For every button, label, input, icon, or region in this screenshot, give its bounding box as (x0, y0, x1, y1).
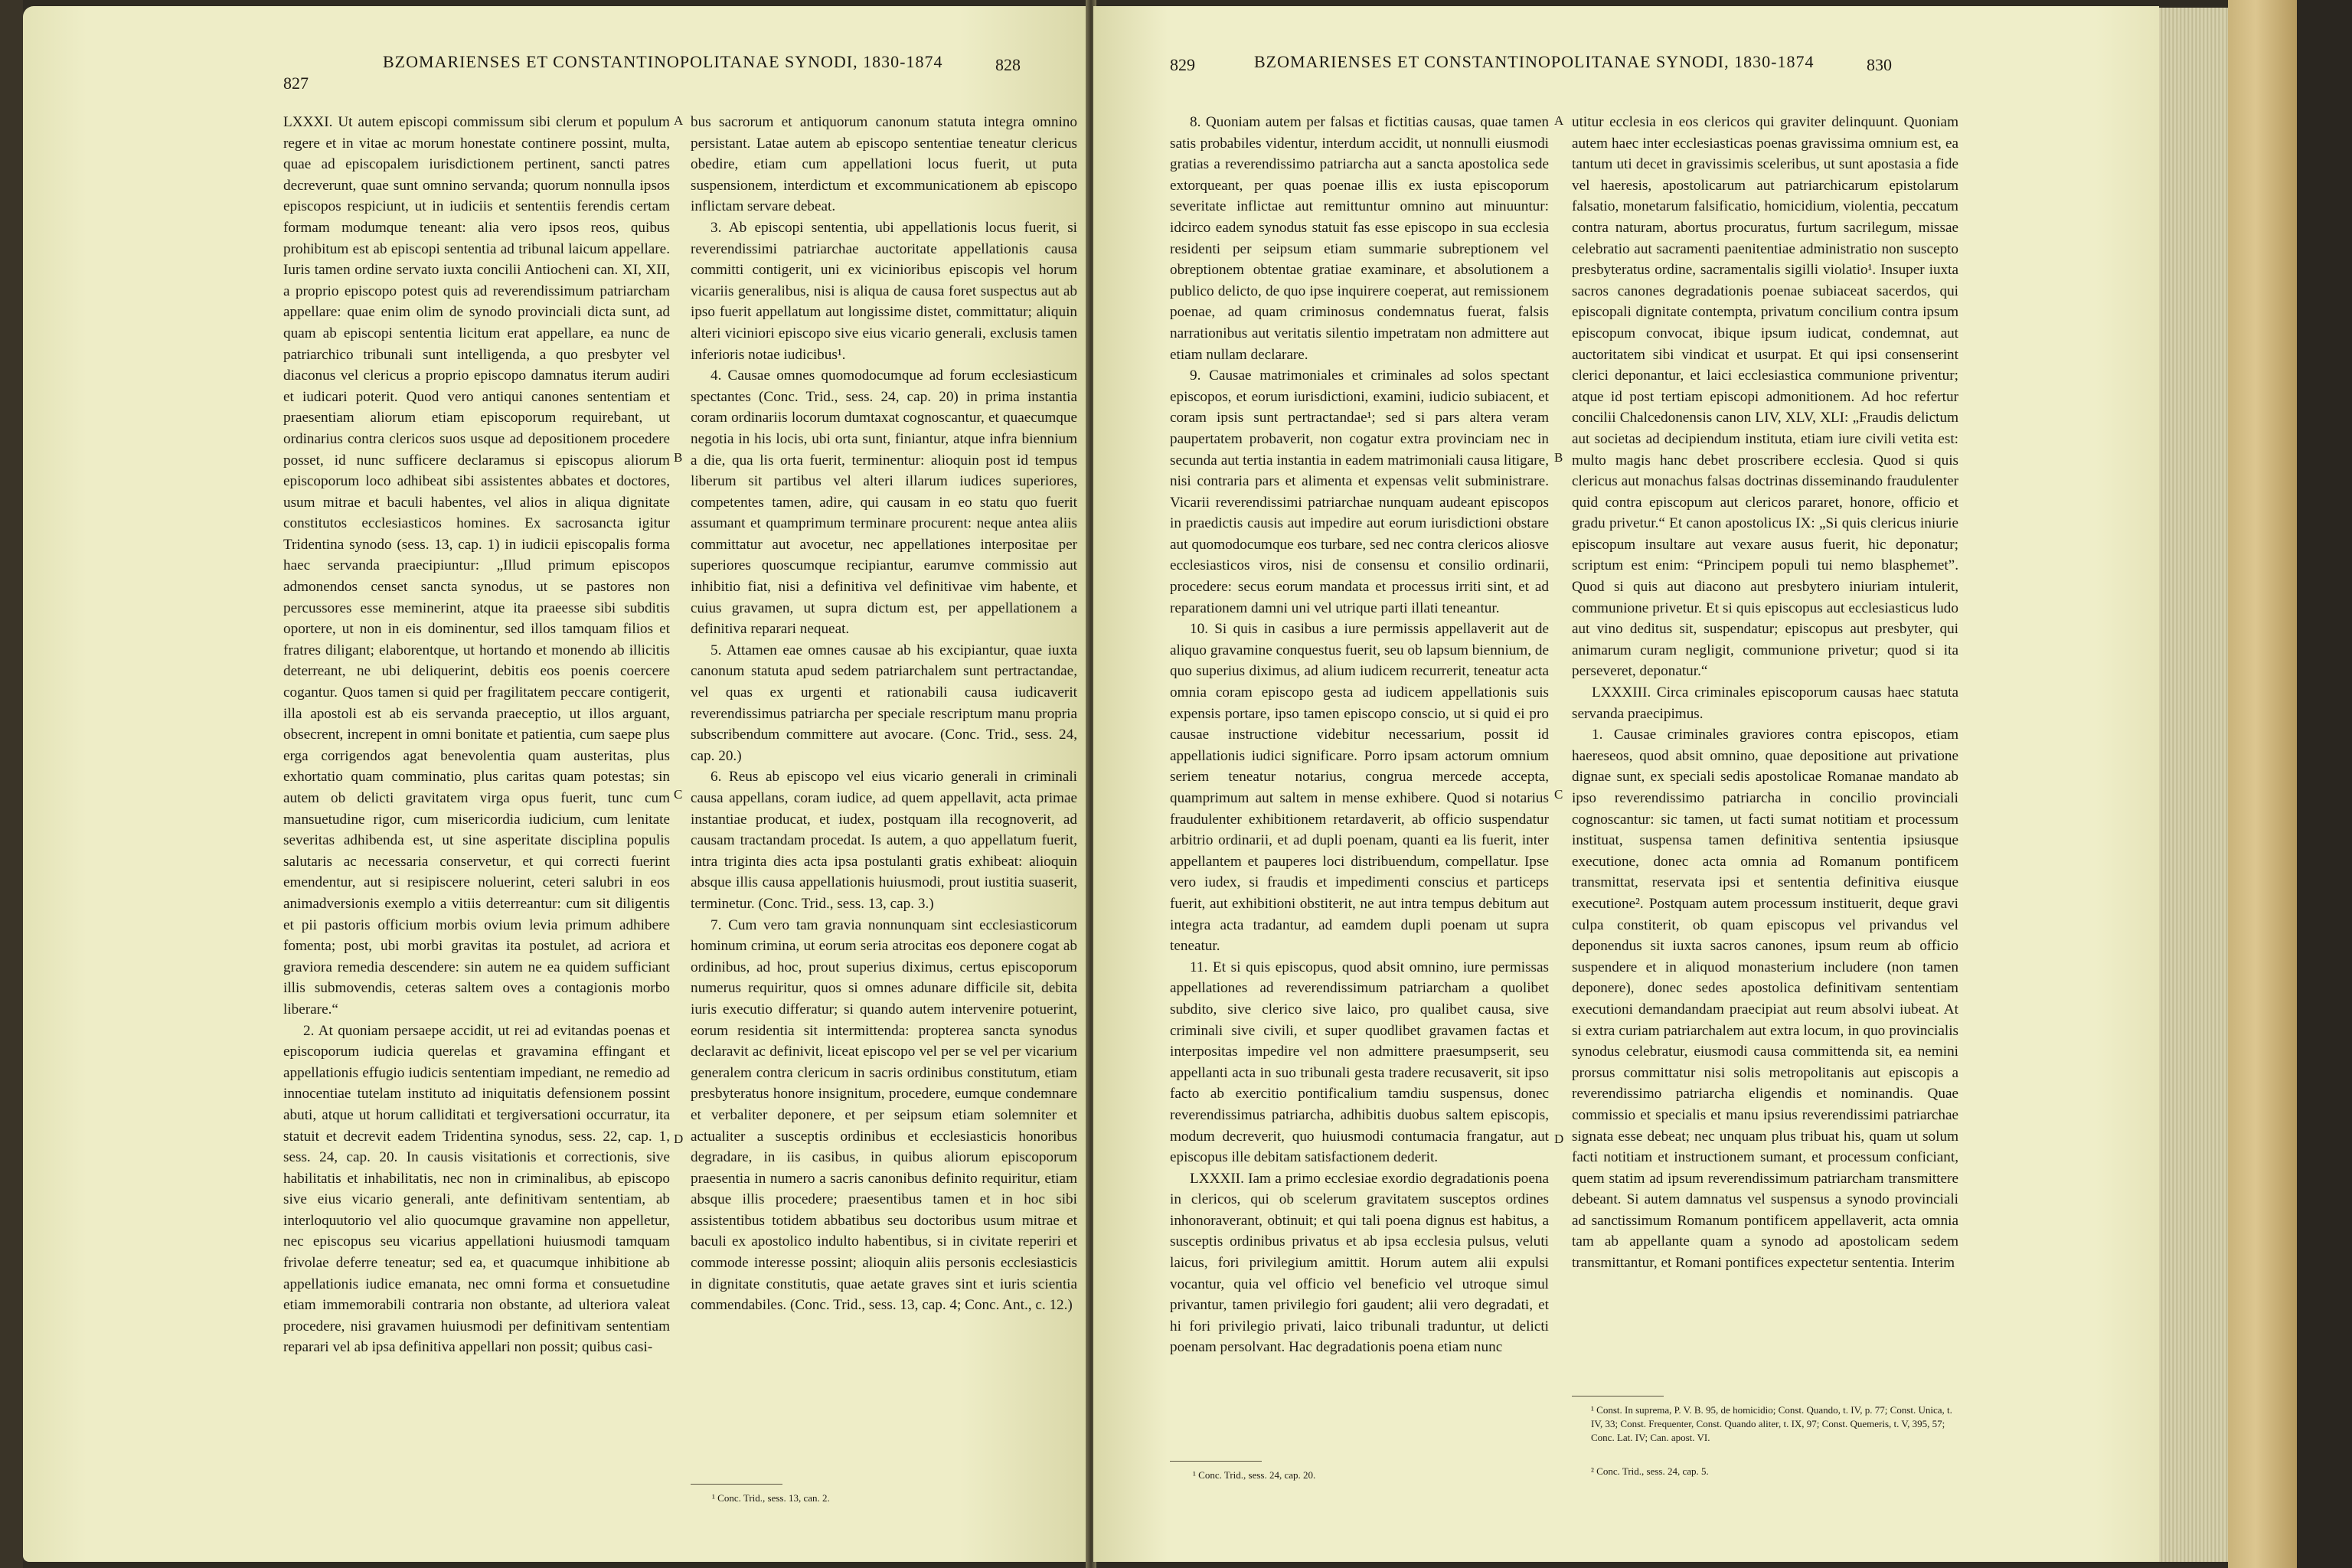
page-fore-edge (2159, 8, 2228, 1562)
paragraph-828-1: bus sacrorum et antiquorum canonum statuta integra omnino persistant. Latae autem ab episcopo sententiae teneatur clericus obedire, etiam cum appellationi locus fuerit, ut puta suspensionem, interdictum et excommunicationem ab episcopo inflictam servare debeat. (691, 114, 1077, 215)
running-title-right: BZOMARIENSES ET CONSTANTINOPOLITANAE SYNODI, 1830-1874 (1254, 52, 1815, 71)
paragraph-828-7: 7. Cum vero tam gravia nonnunquam sint ecclesiasticorum hominum crimina, ut eorum seria atrocitas eos deponere cogat ab ordinibus, ad hoc, prout superius diximus, certus episcoporum numerus requiritur, quos si omnes adunare difficile sit, debita iuris executio differatur; si quando autem intervenire potuerint, eorum residentia sit intermittenda: propterea sancta synodus declaravit ac definivit, liceat episcopo vel per se vel per vicarium generalem contra clericum in sacris ordinibus constitutum, etiam presbyteratus honore insignitum, procedere, eumque condemnare et verbaliter deponere, et per seipsum etiam solemniter et actualiter a susceptis ordinibus et ecclesiasticis honoribus degradare, in iis casibus, in quibus aliorum episcoporum praesentia in numero a sacris canonibus definito requiritur, etiam absque illis procedere; praesentibus tamen et in hoc sibi assistentibus totidem abbatibus seu doctoribus usum mitrae et baculi ex apostolico indulto habentibus, si in civitate reperiri et commode interesse possint; alioquin aliis personis ecclesiasticis in dignitate constitutis, quae aetate graves sint et iuris scientia commendabiles. (Conc. Trid., sess. 13, cap. 4; Conc. Ant., c. 12.) (691, 916, 1077, 1314)
margin-letter-c-right: C (1554, 787, 1563, 802)
column-828 (691, 112, 1077, 1316)
page-number-829: 829 (1170, 55, 1195, 74)
paragraph-830-1: utitur ecclesia in eos clericos qui graviter delinquunt. Quoniam autem haec inter ecclesiasticas poenas gravissima omnium est, ea tantum uti decet in gravissimis sceleribus, ut sunt apostasia a fide vel haeresis, apostolicarum aut patriarchicarum epistolarum falsatio, monetarum falsificatio, homicidium, violentia, peccatum contra naturam, abortus procuratus, furtum sacrilegum, missae celebratio aut sacramenti paenitentiae administratio non suscepto presbyteratus ordine, sacramentalis sigilli violatio¹. Insuper iuxta sacros canones degradationis poenae subiaceat sacerdos, qui episcopali dignitate contempta, privatum concilium contra ipsum episcopum convocat, ibique ipsum iudicat, condemnat, aut auctoritatem sibi vindicat et usurpat. Et qui ipsi consenserint clerici deponantur, et laici ecclesiastica communione priventur; atque id post tertiam episcopi admonitionem. Ad hoc refertur concilii Chalcedonensis canon LIV, XLV, XLI: „Fraudis delictum aut societas ad decipiendum instituta, etiam iure civili vetita est: multo magis hanc debet proscribere ecclesia. Quod si quis clericus aut monachus falsas doctrinas disseminando fraudulenter quid contra episcopum aut clericos pararet, honore, officio et gradu privetur.“ Et canon apostolicus IX: „Si quis clericus iniurie episcopum insultare aut vexare ausus fuerit, hic deponatur; scriptum est enim: “Principem populi tui nemo blasphemet”. Quod si quis aut diacono aut presbytero iniuriam intulerit, communione privetur. Et si quis episcopus aut ecclesiasticus ludo aut vino deditus sit, suspendatur; episcopus aut presbyter, qui animarum curam negligit, communione privetur; quod si ita perseveret, deponatur.“ (1572, 114, 1958, 680)
paragraph-830-3: 1. Causae criminales graviores contra episcopos, etiam haereseos, quod absit omnino, quae depositione aut privatione dignae sunt, ex speciali sedis apostolicae Romanae mandato ab ipso reverendissimo patriarcha in concilio provinciali cognoscantur: sic tamen, ut facti sumat notitiam et processum instituat, suspensa tamen definitiva sententia ipsiusque executione, donec acta omnia ad Romanum pontificem transmittat, reservata ipsi et sententia definitiva eiusque executione². Postquam autem processum instituerit, deque gravi culpa constiterit, ob quam episcopus vel privandus vel deponendus sit iuxta sacros canones, ipsum reum ab officio suspendere et in aliquod monasterium includere (non tamen deponere), donec sedes apostolica definitivam sententiam executioni demandandam praecipiat aut reum absolvi iubeat. At si extra curiam patriarchalem aut extra locum, in quo provincialis synodus celebratur, eiusmodi causa committenda sit, ea nemini prorsus committatur nisi solis metropolitanis aut episcopis a reverendissimo patriarcha eligendis et nominandis. Quae commissio et specialis et manu ipsius reverendissimi patriarchae signata esse debeat; nec unquam plus tribuat his, quam ut solum facti notitiam et instructionem sumant, et processum conficiant, quem statim ad ipsum reverendissimum patriarcham transmittere debeant. Si autem damnatus vel suspensus a synodo provinciali ad sanctissimum Romanum pontificem appellaverit, acta omnia tam ab appellante quam a synodo ad apostolicam sedem transmittantur, et Romani pontifices expectetur sententia. Interim (1572, 727, 1958, 1272)
book-spine-left (0, 0, 23, 1568)
footnote-830-2: ² Conc. Trid., sess. 24, cap. 5. (1591, 1465, 1709, 1477)
right-page (1093, 6, 2159, 1562)
paragraph-lxxxii: LXXXII. Iam a primo ecclesiae exordio degradationis poena in clericos, qui ob scelerum gravitatem susceptos ordines inhonoraverant, obtinuit; et qui tali poena dignus est habitus, a susceptis ordinibus privatus et ab ipsa ecclesia pulsus, veluti laicus, fori privilegium amittit. Horum autem alii expulsi vocantur, quia vel officio vel beneficio vel utroque simul privantur, tamen privilegio fori gaudent; alii vero degradati, et hi fori privilegio privati, laico tribunali traduntur, ut delicti poenam persolvant. Hac degradationis poena etiam nunc (1170, 1170, 1549, 1356)
footnote-829: ¹ Conc. Trid., sess. 24, cap. 20. (1193, 1469, 1316, 1481)
page-number-827: 827 (283, 74, 309, 93)
margin-letter-a: A (674, 113, 684, 128)
paragraph-828-3: 3. Ab episcopi sententia, ubi appellationis locus fuerit, si reverendissimi patriarchae auctoritate appellationis causa committi contigerit, uni ex vicinioribus episcopis vel horum vicariis generalibus, nisi is aliqua de causa foret suspectus aut ab ipso fuerit appellatum aut longissime distet, committatur; aliquin alteri viciniori episcopo sive eius vicario generali, exclusis tamen inferioris notae iudicibus¹. (691, 219, 1077, 363)
footnote-830-1: ¹ Const. In suprema, P. V. B. 95, de homicidio; Const. Quando, t. IV, p. 77; Const. Unica, t. IV, 33; Const. Frequenter, Const. Quando aliter, t. IX, 97; Const. Quemeris, t. V, 395, 57; Conc. Lat. IV; Can. apost. VI. (1591, 1404, 1952, 1443)
paragraph-829-8: 8. Quoniam autem per falsas et fictitias causas, quae tamen satis probabiles videntur, interdum accidit, ut nonnulli eiusmodi gratias a reverendissimo patriarcha aut a sancta apostolica sede extorqueant, per quas poenae illis ex iusta episcoporum severitate inflictae aut remittuntur omnino aut minuuntur: idcirco eadem synodus statuit fas esse episcopo in sua ecclesia residenti per seipsum etiam summarie subreptionem vel obreptionem obtentae gratiae examinare, et absolutionem a publico delicto, de quo ipse inquirere coeperat, aut remissionem poenae, ad quam criminosus condemnatus fuerat, falsis narrationibus aut veritatis silentio impetratam non admittere aut etiam nullam declarare. (1170, 114, 1549, 363)
paragraph-829-11: 11. Et si quis episcopus, quod absit omnino, iure permissas appellationes ad reverendissimum patriarcham a quolibet subdito, sive clerico sive laico, pro qualibet causa, sive criminali sive civili, et super quodlibet gravamen factas et interpositas impedire vel non admittere praesumpserit, seu appellanti acta in suo tribunali gesta tradere recusaverit, sit ipso facto ab exercitio pontificalium tamdiu suspensus, donec reverendissimus patriarcha, adhibitis duobus saltem episcopis, modum decreverit, quo huiusmodi contumacia frangatur, aut episcopus ille debitam satisfactionem dederit. (1170, 959, 1549, 1166)
paragraph-829-9: 9. Causae matrimoniales et criminales ad solos spectant episcopos, et eorum iurisdictioni, examini, iudicio subiacent, et coram ipsis sunt pertractandae¹; sed si pars altera veram paupertatem probaverit, non cogatur extra provinciam nec in secunda aut tertia instantia in eadem matrimoniali causa litigare, nisi contraria pars et alimenta et expensas velit subministrare. Vicarii reverendissimi patriarchae nunquam audeant episcopos in praedictis causis aut impedire aut eorum iurisdictioni obstare aut quomodocumque eos turbare, sed nec contra clericos aliosve ecclesiasticos viros, nisi de consensu et consilio ordinarii, procedere: secus eorum mandata et processus irriti sint, et ad reparationem damni uni vel utrique parti illati teneantur. (1170, 368, 1549, 616)
column-827 (283, 112, 670, 1358)
footnote-rule-829 (1170, 1461, 1262, 1462)
paragraph-829-10: 10. Si quis in casibus a iure permissis appellaverit aut de aliquo gravamine conquestus fuerit, seu ob lapsum biennium, de quo superius diximus, ad alium iudicem recurrerit, teneatur acta omnia coram episcopo gesta ad iudicem appellationis suis expensis portare, ipso tamen episcopo conscio, ut si quid ei pro causae instructione videbitur necessarium, possit id appellationis iudici significare. Porro ipsam actorum omnium seriem teneatur notarius, congrua mercede accepta, quamprimum aut saltem in mense exhibere. Quod si notarius fraudulenter exhibitionem retardaverit, ab officio suspendatur arbitrio ordinarii, et ad dupli poenam, quanti ea lis fuerit, inter appellantem et pauperes loci distribuendum, compellatur. Ipse vero iudex, si fraudis et impedimenti conscius et particeps fuerit, aut exhibitioni obstiterit, ne aut intra tempus debitum aut integra acta tradantur, ad eamdem dupli poenam ut supra teneatur. (1170, 621, 1549, 955)
margin-letter-b-right: B (1554, 450, 1563, 465)
footnote-828: ¹ Conc. Trid., sess. 13, can. 2. (712, 1492, 830, 1504)
background-right (2297, 0, 2352, 1568)
paragraph-828-6: 6. Reus ab episcopo vel eius vicario generali in criminali causa appellans, coram iudice, ad quem appellavit, acta primae instantiae producat, et iudex, postquam illa recognoverit, ad causam tractandam procedat. Is autem, a quo appellatum fuerit, intra triginta dies acta ipsa postulanti gratis exhibeat: alioquin absque illis causa appellationis huiusmodi, prout iustitia suaserit, terminetur. (Conc. Trid., sess. 13, cap. 3.) (691, 769, 1077, 912)
paragraph-828-4: 4. Causae omnes quomodocumque ad forum ecclesiasticum spectantes (Conc. Trid., sess. 24, cap. 20) in prima instantia coram ordinariis locorum dumtaxat cognoscantur, et quaecumque negotia in his locis, ubi orta sunt, finiantur, atque infra biennium a die, qua lis orta fuerit, terminentur: alioquin post id tempus liberum sit partibus vel alteri illarum iudices superiores, competentes tamen, adire, qui causam in eo statu quo fuerit assumant et quamprimum terminare procurent: neque antea aliis committatur aut avocetur, nec appellationes interpositae per superiores quoscumque recipiantur, earumve commissio aut inhibitio fiat, nisi a definitiva vel definitivae vim habente, et cuius gravamen, ut supra dictum est, per appellationem a definitiva reparari nequeat. (691, 368, 1077, 638)
paragraph-828-5: 5. Attamen eae omnes causae ab his excipiantur, quae iuxta canonum statuta apud sedem patriarchalem sunt pertractandae, vel quas ex urgenti et rationabili causa iudicaverit reverendissimus patriarcha per speciale rescriptum manu propria subscribendum committere aut avocare. (Conc. Trid., sess. 24, cap. 20.) (691, 642, 1077, 764)
page-number-828: 828 (995, 55, 1021, 74)
running-title-left: BZOMARIENSES ET CONSTANTINOPOLITANAE SYNODI, 1830-1874 (383, 52, 943, 71)
column-829 (1170, 112, 1549, 1358)
margin-letter-a-right: A (1554, 113, 1564, 128)
margin-letter-d-right: D (1554, 1132, 1564, 1146)
footnote-rule-828 (691, 1484, 782, 1485)
book-cover-edge (2228, 0, 2297, 1568)
paragraph-lxxxi: LXXXI. Ut autem episcopi commissum sibi clerum et populum regere et in vitae ac morum honestate continere possint, multa, quae ad episcopalem iurisdictionem pertinent, sancti patres decreverunt, quae sunt omnino servanda; quorum nonnulla ipsos episcopos respiciunt, ut in iudiciis et sententiis ferendis certam formam modumque teneant: alia vero ipsos reos, quibus prohibitum est ab episcopi sententia ad tribunal laicum appellare. Iuris tamen ordine servato iuxta concilii Antiocheni can. XI, XII, a proprio episcopo potest quis ad reverendissimum patriarcham appellare: quae enim olim de synodo provinciali dicta sunt, ad quam ab episcopi sententia licitum erat appellare, ea nunc de patriarchico tribunali sunt intelligenda, a quo presbyter vel diaconus vel clericus a proprio episcopo damnatus iterum audiri et iudicari poterit. Quod vero antiqui canones sententiam et praesentiam aliorum etiam episcoporum requirebant, ut ordinarius contra clericos suos usque ad depositionem procedere posset, id nunc sufficere declaramus si episcopus aliorum episcoporum loco adhibeat sibi assistentes abbates et doctores, usum mitrae et baculi habentes, vel alios in aliqua dignitate constitutos ecclesiasticos homines. Ex sacrosancta igitur Tridentina synodo (sess. 13, cap. 1) in iudicii episcopalis forma haec servanda praecipiuntur: „Illud primum episcopos admonendos censet sancta synodus, ut se pastores non percussores esse meminerint, atque ita praeesse sibi subditis oportere, ut non in eis dominentur, sed illos tamquam filios et fratres diligant; elaborentque, ut hortando et monendo ab illicitis deterreant, ne ubi deliquerint, debitis eos poenis coercere cogantur. Quos tamen si quid per fragilitatem peccare contigerit, illa apostoli est ab eis servanda praeceptio, ut illos arguant, obsecrent, increpent in omni bonitate et patientia, cum saepe plus erga corrigendos agat benevolentia quam austeritas, plus exhortatio quam comminatio, plus caritas quam potestas; sin autem ob delicti gravitatem virga opus fuerit, tunc cum mansuetudine rigor, cum misericordia iudicium, cum lenitate severitas adhibenda est, ut sine asperitate disciplina populis salutaris ac necessaria conservetur, et qui correcti fuerint emendentur, aut si resipiscere noluerint, ceteri salubri in eos animadversionis exemplo a vitiis deterreantur: cum sit diligentis et pii pastoris officium morbis ovium levia primum adhibere fomenta; post, ubi morbi gravitas ita postulet, ad acriora et graviora remedia descendere: sin autem ne ea quidem sufficiant illis submovendis, ceteras saltem oves a contagionis morbo liberare.“ (283, 114, 670, 1018)
paragraph-827-2: 2. At quoniam persaepe accidit, ut rei ad evitandas poenas et episcoporum iudicia querelas et gravamina effingant et appellationis effugio iudicis sententiam impediant, ne remedio ad innocentiae tutelam instituto ad iniquitatis defensionem possint abuti, atque ut horum calliditati et tergiversationi occurratur, ita statuit et decrevit eadem Tridentina synodus, sess. 22, cap. 1, sess. 24, cap. 20. In causis visitationis et correctionis, sive habilitatis et inhabilitatis, nec non in criminalibus, ab episcopo sive eius vicario generali, ante definitivam sententiam, ab interloquutorio vel alio quocumque gravamine non appelletur, nec episcopus seu vicarius appellationi huiusmodi tamquam frivolae deferre teneatur; sed ea, et quacumque inhibitione ab appellationis iudice emanata, nec omni forma et consuetudine etiam immemorabili contraria non obstante, ad ulteriora valeat procedere, nisi gravamen huiusmodi per definitivam sententiam reparari vel ab ipsa definitiva appellari non possit; quibus casi- (283, 1022, 670, 1356)
left-page (23, 6, 1087, 1562)
margin-letter-c: C (674, 787, 683, 802)
column-830 (1572, 112, 1958, 1274)
paragraph-lxxxiii: LXXXIII. Circa criminales episcoporum causas haec statuta servanda praecipimus. (1572, 684, 1958, 722)
page-number-830: 830 (1867, 55, 1892, 74)
margin-letter-d: D (674, 1132, 684, 1146)
margin-letter-b: B (674, 450, 683, 465)
